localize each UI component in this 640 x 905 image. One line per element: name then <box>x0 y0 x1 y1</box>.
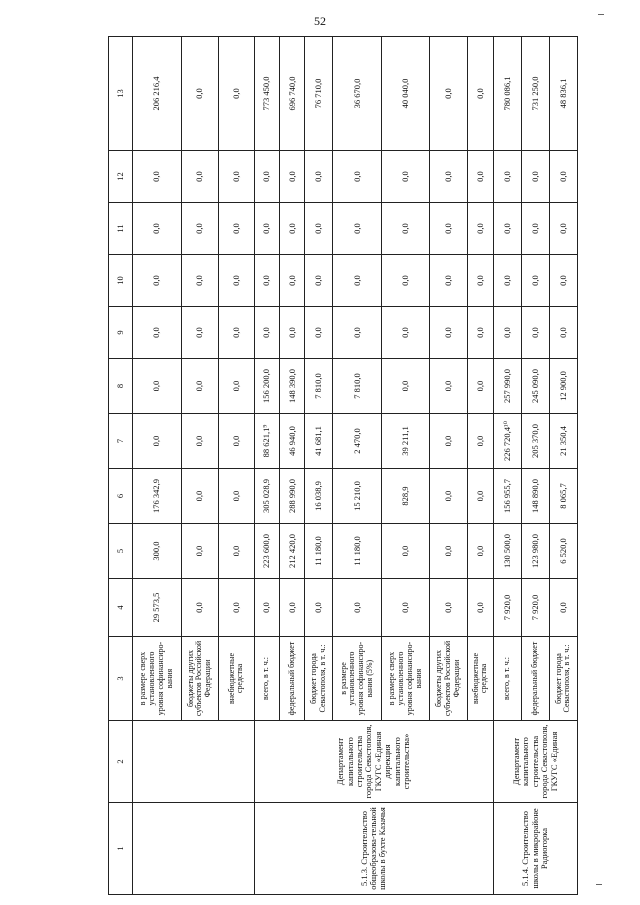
amount-cell: 0,0 <box>133 255 182 307</box>
amount-cell: 0,0 <box>280 255 305 307</box>
amount-cell: 0,0 <box>549 579 577 637</box>
amount-cell: 0,0 <box>280 203 305 255</box>
amount-cell: 0,0 <box>430 37 467 151</box>
amount-cell: 0,0 <box>494 307 522 359</box>
col-header: 2 <box>109 721 133 803</box>
amount-cell: 305 028,9 <box>254 469 279 524</box>
amount-cell: 39 211,1 <box>381 414 430 469</box>
empty-cell <box>133 721 254 803</box>
amount-cell: 0,0 <box>181 359 218 414</box>
col-header: 12 <box>109 151 133 203</box>
amount-cell: 0,0 <box>467 469 493 524</box>
amount-cell: 0,0 <box>430 524 467 579</box>
amount-cell: 156 955,7 <box>494 469 522 524</box>
amount-cell: 0,0 <box>305 579 333 637</box>
amount-cell: 0,0 <box>467 203 493 255</box>
amount-cell: 0,0 <box>521 151 549 203</box>
amount-cell: 0,0 <box>381 307 430 359</box>
amount-cell: 0,0 <box>219 203 255 255</box>
amount-cell: 780 086,1 <box>494 37 522 151</box>
funding-source-cell: федеральный бюджет <box>521 637 549 721</box>
amount-cell: 0,0 <box>430 203 467 255</box>
funding-source-cell: бюджеты других субъектов Российской Федерации <box>430 637 467 721</box>
amount-cell: 148 890,0 <box>521 469 549 524</box>
executor-cell: Департамент капитального строительства города Севастополя, ГКУГС «Единая <box>494 721 578 803</box>
amount-cell: 0,0 <box>549 255 577 307</box>
rotated-table-container <box>108 37 578 895</box>
table-row <box>133 37 182 895</box>
amount-cell: 0,0 <box>305 307 333 359</box>
amount-cell: 0,0 <box>219 37 255 151</box>
amount-cell: 0,0 <box>280 151 305 203</box>
amount-cell: 0,0 <box>133 414 182 469</box>
funding-source-cell: бюджет города Севастополя, в т. ч.: <box>305 637 333 721</box>
col-header: 13 <box>109 37 133 151</box>
amount-cell: 0,0 <box>181 151 218 203</box>
amount-cell: 773 450,0 <box>254 37 279 151</box>
amount-cell: 0,0 <box>549 151 577 203</box>
amount-cell: 0,0 <box>549 307 577 359</box>
amount-cell: 0,0 <box>381 579 430 637</box>
amount-cell: 148 390,0 <box>280 359 305 414</box>
amount-cell: 0,0 <box>219 151 255 203</box>
amount-cell: 0,0 <box>430 414 467 469</box>
amount-cell: 0,0 <box>133 203 182 255</box>
amount-cell: 0,0 <box>181 203 218 255</box>
funding-source-cell: внебюджетные средства <box>467 637 493 721</box>
amount-cell: 0,0 <box>333 307 382 359</box>
amount-cell: 0,0 <box>467 151 493 203</box>
amount-cell: 0,0 <box>254 151 279 203</box>
amount-cell: 11 180,0 <box>305 524 333 579</box>
amount-cell: 0,0 <box>133 151 182 203</box>
column-number-row <box>109 37 133 895</box>
amount-cell: 88 621,1⁹ <box>254 414 279 469</box>
col-header: 6 <box>109 469 133 524</box>
amount-cell: 0,0 <box>181 469 218 524</box>
col-header: 4 <box>109 579 133 637</box>
amount-cell: 0,0 <box>467 307 493 359</box>
amount-cell: 0,0 <box>430 359 467 414</box>
amount-cell: 0,0 <box>430 255 467 307</box>
amount-cell: 0,0 <box>219 579 255 637</box>
amount-cell: 0,0 <box>467 359 493 414</box>
col-header: 11 <box>109 203 133 255</box>
scan-mark <box>596 884 602 885</box>
amount-cell: 300,0 <box>133 524 182 579</box>
amount-cell: 0,0 <box>219 414 255 469</box>
funding-source-cell: всего, в т. ч.: <box>254 637 279 721</box>
amount-cell: 46 940,0 <box>280 414 305 469</box>
amount-cell: 0,0 <box>381 524 430 579</box>
amount-cell: 696 740,0 <box>280 37 305 151</box>
amount-cell: 0,0 <box>181 579 218 637</box>
col-header: 9 <box>109 307 133 359</box>
amount-cell: 0,0 <box>133 307 182 359</box>
budget-table <box>108 36 578 895</box>
activity-name-cell: 5.1.3. Строительство общеобразова-тельной школы в бухте Казачья <box>254 803 493 895</box>
amount-cell: 212 420,0 <box>280 524 305 579</box>
amount-cell: 0,0 <box>333 151 382 203</box>
amount-cell: 130 500,0 <box>494 524 522 579</box>
amount-cell: 0,0 <box>381 359 430 414</box>
amount-cell: 226 720,4¹⁰ <box>494 414 522 469</box>
col-header: 1 <box>109 803 133 895</box>
amount-cell: 7 810,0 <box>333 359 382 414</box>
amount-cell: 76 710,0 <box>305 37 333 151</box>
amount-cell: 0,0 <box>280 307 305 359</box>
amount-cell: 11 180,0 <box>333 524 382 579</box>
amount-cell: 0,0 <box>133 359 182 414</box>
amount-cell: 0,0 <box>430 151 467 203</box>
amount-cell: 0,0 <box>467 37 493 151</box>
amount-cell: 0,0 <box>467 414 493 469</box>
amount-cell: 0,0 <box>181 307 218 359</box>
amount-cell: 41 681,1 <box>305 414 333 469</box>
amount-cell: 12 900,0 <box>549 359 577 414</box>
amount-cell: 0,0 <box>305 151 333 203</box>
amount-cell: 0,0 <box>521 307 549 359</box>
amount-cell: 0,0 <box>467 524 493 579</box>
funding-source-cell: в размере сверх установленного уровня софинансиро-вания <box>381 637 430 721</box>
amount-cell: 0,0 <box>494 203 522 255</box>
funding-source-cell: в размере установленного уровня софинансиро-вания (5%) <box>333 637 382 721</box>
executor-cell: Департамент капитального строительства города Севастополя, ГКУГС «Единая дирекция капитального строительства» <box>254 721 493 803</box>
amount-cell: 176 342,9 <box>133 469 182 524</box>
amount-cell: 40 040,0 <box>381 37 430 151</box>
amount-cell: 0,0 <box>254 203 279 255</box>
amount-cell: 206 216,4 <box>133 37 182 151</box>
table-row <box>494 37 522 895</box>
amount-cell: 0,0 <box>381 203 430 255</box>
amount-cell: 0,0 <box>254 579 279 637</box>
amount-cell: 8 065,7 <box>549 469 577 524</box>
amount-cell: 0,0 <box>430 469 467 524</box>
amount-cell: 0,0 <box>254 307 279 359</box>
amount-cell: 0,0 <box>181 414 218 469</box>
amount-cell: 0,0 <box>305 255 333 307</box>
amount-cell: 223 600,0 <box>254 524 279 579</box>
amount-cell: 0,0 <box>521 203 549 255</box>
amount-cell: 2 470,0 <box>333 414 382 469</box>
page-number: 52 <box>314 14 326 28</box>
amount-cell: 0,0 <box>549 203 577 255</box>
funding-source-cell: в размере сверх установленного уровня софинансиро-вания <box>133 637 182 721</box>
amount-cell: 0,0 <box>381 255 430 307</box>
amount-cell: 288 990,0 <box>280 469 305 524</box>
amount-cell: 0,0 <box>219 469 255 524</box>
activity-name-cell: 5.1.4. Строительство школы в микрорайоне Радиогорка <box>494 803 578 895</box>
funding-source-cell: федеральный бюджет <box>280 637 305 721</box>
amount-cell: 828,9 <box>381 469 430 524</box>
amount-cell: 0,0 <box>494 151 522 203</box>
amount-cell: 123 980,0 <box>521 524 549 579</box>
empty-cell <box>133 803 254 895</box>
amount-cell: 0,0 <box>333 255 382 307</box>
amount-cell: 731 250,0 <box>521 37 549 151</box>
amount-cell: 0,0 <box>181 37 218 151</box>
amount-cell: 0,0 <box>280 579 305 637</box>
amount-cell: 0,0 <box>219 255 255 307</box>
scan-mark <box>598 14 604 15</box>
funding-source-cell: внебюджетные средства <box>219 637 255 721</box>
amount-cell: 48 836,1 <box>549 37 577 151</box>
col-header: 7 <box>109 414 133 469</box>
amount-cell: 0,0 <box>521 255 549 307</box>
amount-cell: 0,0 <box>254 255 279 307</box>
amount-cell: 257 990,0 <box>494 359 522 414</box>
funding-source-cell: бюджет города Севастополя, в т. ч.: <box>549 637 577 721</box>
amount-cell: 0,0 <box>333 203 382 255</box>
amount-cell: 36 670,0 <box>333 37 382 151</box>
amount-cell: 0,0 <box>305 203 333 255</box>
amount-cell: 0,0 <box>333 579 382 637</box>
amount-cell: 7 920,0 <box>494 579 522 637</box>
col-header: 10 <box>109 255 133 307</box>
amount-cell: 0,0 <box>467 579 493 637</box>
amount-cell: 0,0 <box>181 524 218 579</box>
funding-source-cell: всего, в т. ч.: <box>494 637 522 721</box>
amount-cell: 0,0 <box>219 359 255 414</box>
amount-cell: 16 038,9 <box>305 469 333 524</box>
amount-cell: 0,0 <box>219 307 255 359</box>
amount-cell: 21 350,4 <box>549 414 577 469</box>
col-header: 8 <box>109 359 133 414</box>
col-header: 3 <box>109 637 133 721</box>
amount-cell: 7 920,0 <box>521 579 549 637</box>
amount-cell: 0,0 <box>219 524 255 579</box>
amount-cell: 6 520,0 <box>549 524 577 579</box>
amount-cell: 0,0 <box>381 151 430 203</box>
amount-cell: 0,0 <box>430 579 467 637</box>
amount-cell: 0,0 <box>430 307 467 359</box>
funding-source-cell: бюджеты других субъектов Российской Федерации <box>181 637 218 721</box>
amount-cell: 245 090,0 <box>521 359 549 414</box>
amount-cell: 205 370,0 <box>521 414 549 469</box>
amount-cell: 29 573,5 <box>133 579 182 637</box>
amount-cell: 0,0 <box>494 255 522 307</box>
amount-cell: 0,0 <box>181 255 218 307</box>
amount-cell: 156 200,0 <box>254 359 279 414</box>
col-header: 5 <box>109 524 133 579</box>
amount-cell: 7 810,0 <box>305 359 333 414</box>
amount-cell: 0,0 <box>467 255 493 307</box>
amount-cell: 15 210,0 <box>333 469 382 524</box>
table-row <box>254 37 279 895</box>
